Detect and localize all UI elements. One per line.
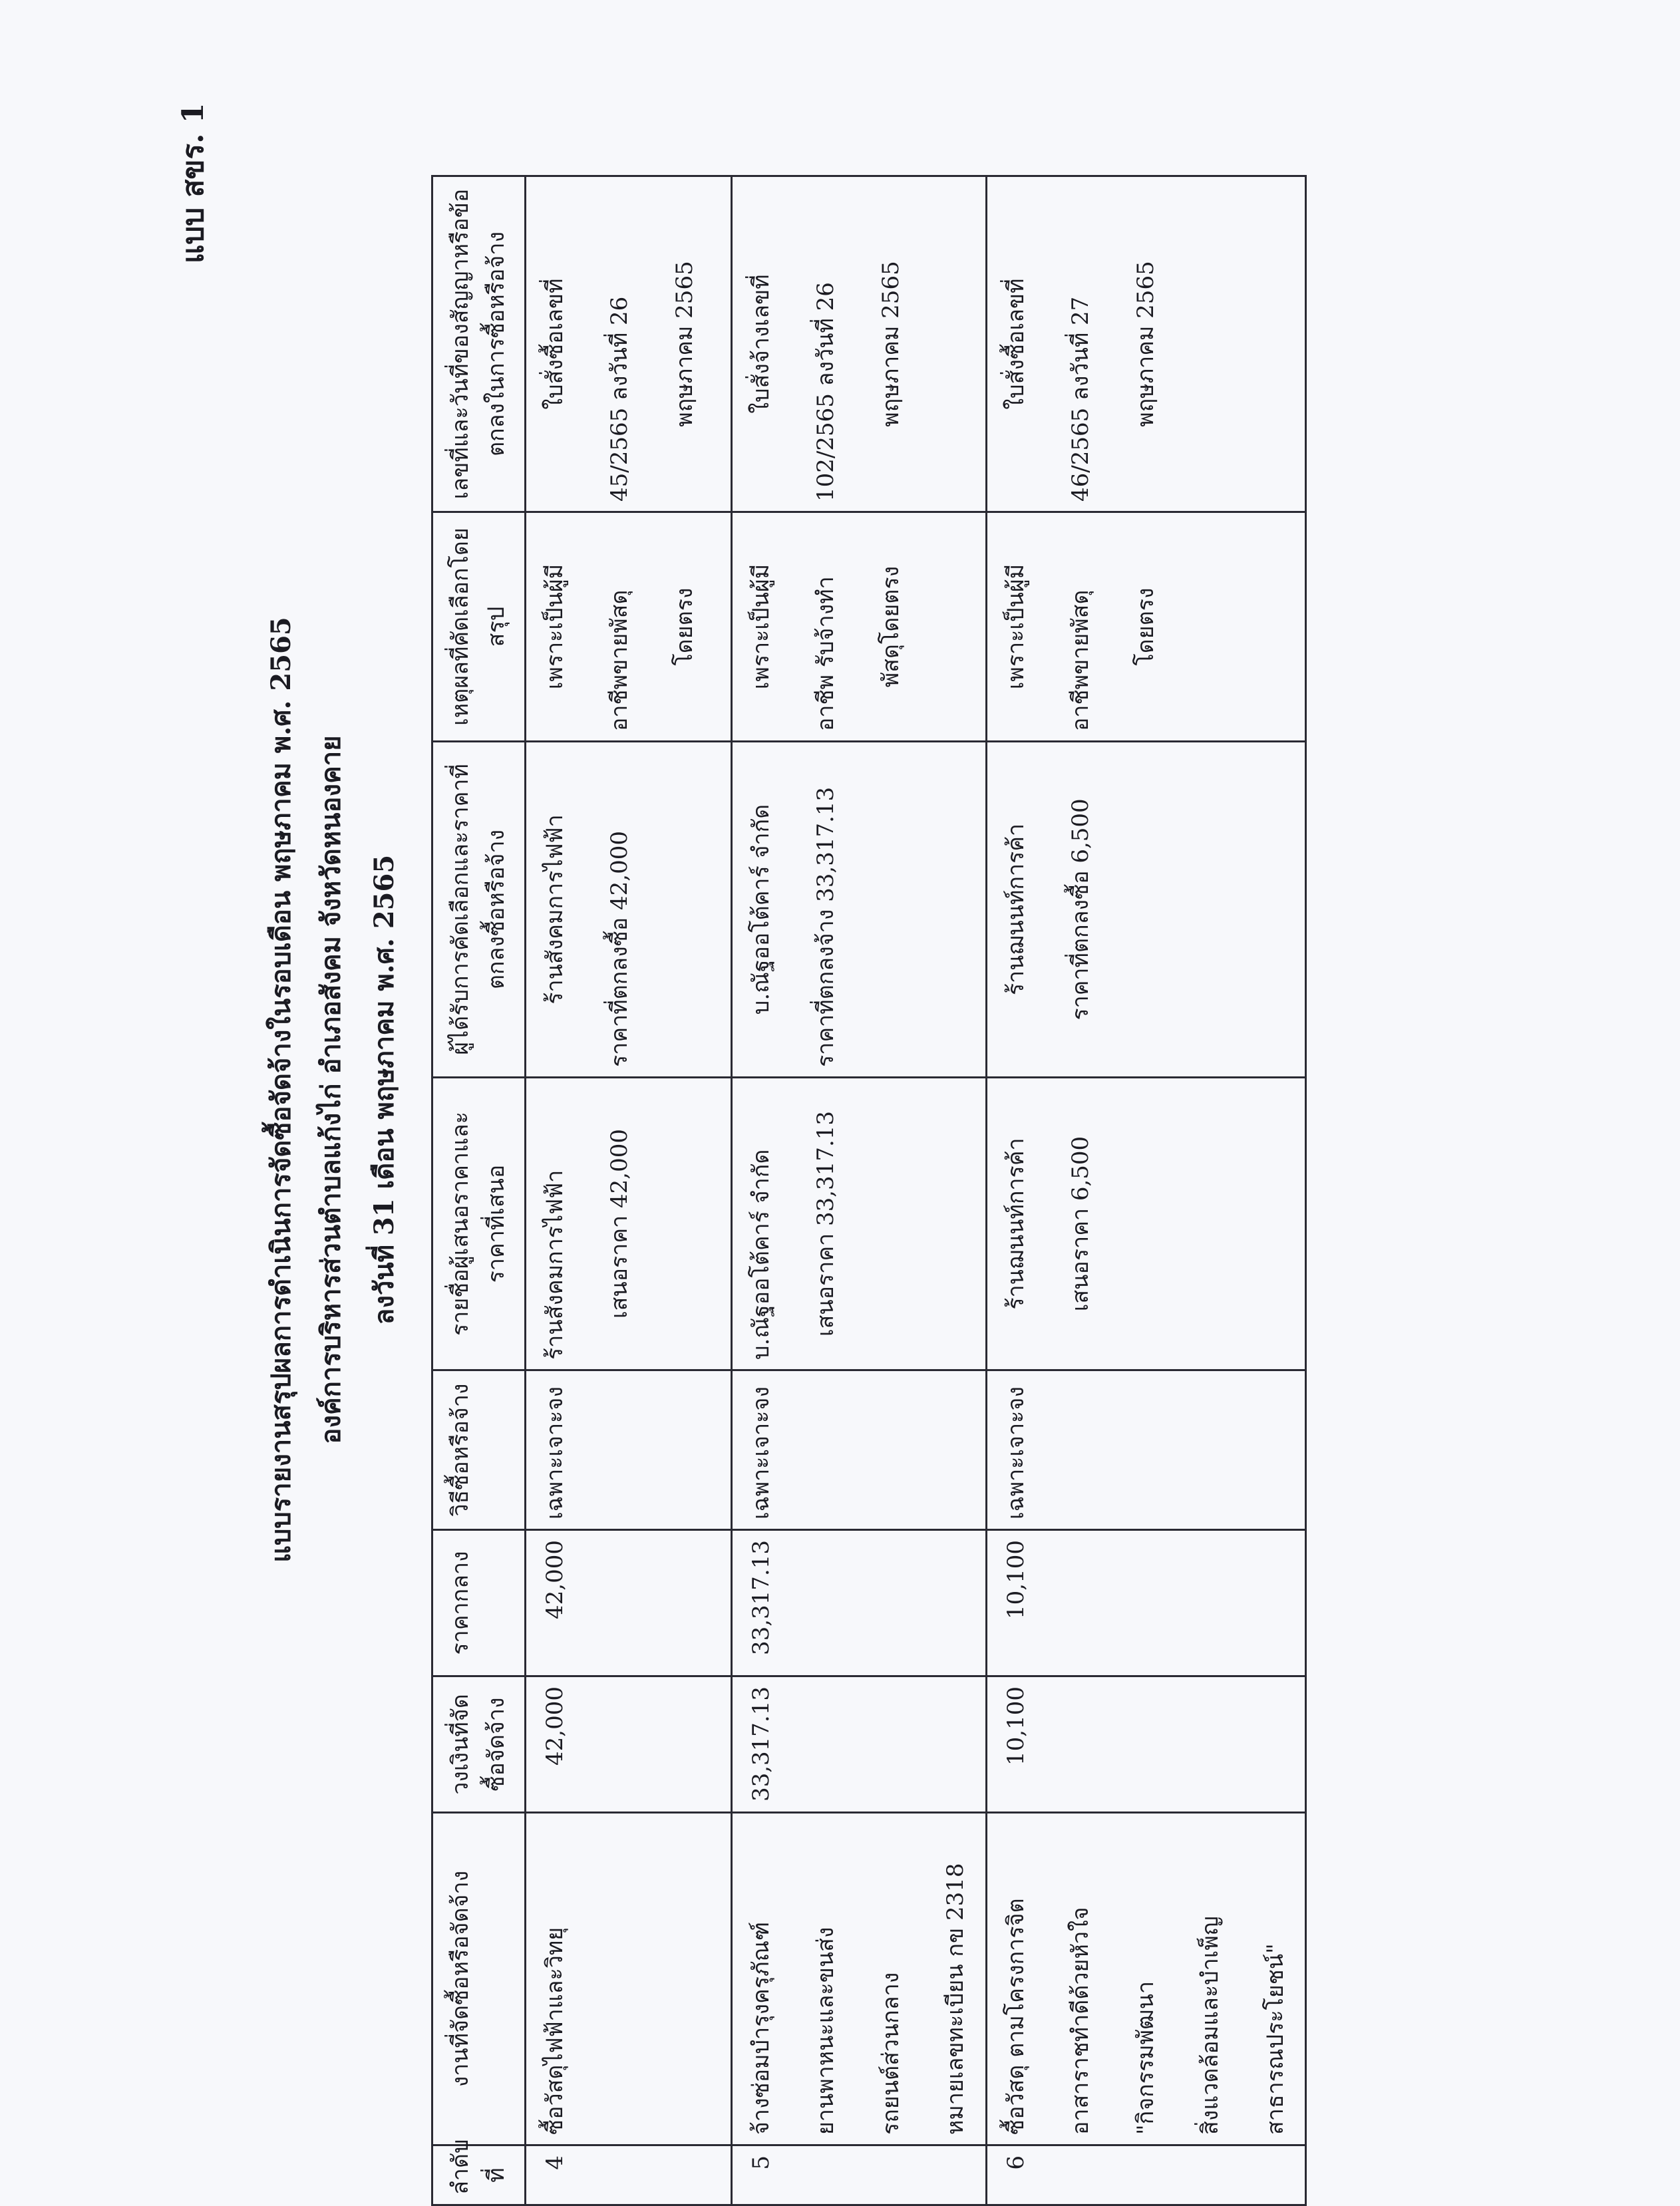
contract-line: ใบสั่งจ้างเลขที่ [747, 274, 774, 414]
cell-median-price: 42,000 [525, 1530, 731, 1676]
cell-item [986, 1813, 1306, 2145]
item-line: จ้างซ่อมบำรุงครุภัณฑ์ [747, 1921, 774, 2135]
header-method: วิธีซื้อหรือจ้าง [432, 1370, 526, 1530]
cell-reason [986, 512, 1306, 742]
header-winner: ผู้ได้รับการคัดเลือกและราคาที่ตกลงซื้อหรือจ้าง [432, 742, 526, 1078]
bidder-price: เสนอราคา 33,317.13 [812, 1110, 840, 1337]
reason-line: พัสดุโดยตรง [877, 565, 904, 688]
bidder-name: บ.ณัฐออโต้คาร์ จำกัด [747, 1149, 774, 1360]
contract-line: พฤษภาคม 2565 [1132, 261, 1159, 427]
report-date: ลงวันที่ 31 เดือน พฤษภาคม พ.ศ. 2565 [369, 854, 400, 1325]
table-header-row [432, 176, 526, 2205]
winner-price: ราคาที่ตกลงจ้าง 33,317.13 [812, 786, 840, 1067]
reason-line: เพราะเป็นผู้มี [541, 563, 568, 690]
organization-line: องค์การบริหารส่วนตำบลแก้งไก่ อำเภอสังคม จังหวัดหนองคาย [315, 735, 347, 1444]
reason-line: อาชีพขายพัสดุ [1067, 589, 1094, 731]
header-reason: เหตุผลที่คัดเลือกโดยสรุป [432, 512, 526, 742]
cell-contract [731, 176, 986, 512]
cell-no: 6 [986, 2145, 1306, 2205]
item-line: ซื้อวัสดุ ตามโครงการจิต [1002, 1898, 1029, 2135]
contract-line: พฤษภาคม 2565 [671, 261, 698, 427]
bidder-name: ร้านฌนนท์การค้า [1002, 1138, 1029, 1310]
header-bidders: รายชื่อผู้เสนอราคาและราคาที่เสนอ [432, 1078, 526, 1370]
contract-line: 46/2565 ลงวันที่ 27 [1067, 296, 1094, 502]
reason-line: โดยตรง [1132, 587, 1159, 666]
contract-line: พฤษภาคม 2565 [877, 261, 904, 427]
cell-method: เฉพาะเจาะจง [986, 1370, 1306, 1530]
cell-budget: 10,100 [986, 1676, 1306, 1813]
cell-winner [986, 742, 1306, 1078]
procurement-table [431, 175, 1307, 2206]
cell-item [731, 1813, 986, 2145]
header-median-price: ราคากลาง [432, 1530, 526, 1676]
item-line: ยานพาหนะและขนส่ง [812, 1927, 840, 2135]
item-line: สาธารณประโยชน์" [1261, 1943, 1289, 2135]
cell-median-price: 33,317.13 [731, 1530, 986, 1676]
winner-name: บ.ณัฐออโต้คาร์ จำกัด [747, 804, 774, 1015]
item-line: "กิจกรรมพัฒนา [1132, 1980, 1159, 2135]
cell-bidders [731, 1078, 986, 1370]
reason-line: โดยตรง [671, 587, 698, 666]
reason-line: อาชีพขายพัสดุ [606, 589, 633, 731]
cell-budget: 42,000 [525, 1676, 731, 1813]
header-item: งานที่จัดซื้อหรือจัดจ้าง [432, 1813, 526, 2145]
cell-bidders [986, 1078, 1306, 1370]
cell-winner [731, 742, 986, 1078]
table-row [731, 176, 986, 2205]
cell-contract [525, 176, 731, 512]
reason-line: เพราะเป็นผู้มี [1002, 563, 1029, 690]
header-contract: เลขที่และวันที่ของสัญญาหรือข้อตกลงในการซื้อหรือจ้าง [432, 176, 526, 512]
item-line: ซื้อวัสดุไฟฟ้าและวิทยุ [541, 1927, 568, 2135]
cell-method: เฉพาะเจาะจง [731, 1370, 986, 1530]
contract-line: 45/2565 ลงวันที่ 26 [606, 296, 633, 502]
reason-line: เพราะเป็นผู้มี [747, 563, 774, 690]
item-line: สิ่งแวดล้อมและบำเพ็ญ [1197, 1916, 1224, 2135]
form-code: แบบ สขร. 1 [176, 102, 210, 263]
table-row [986, 176, 1306, 2205]
cell-budget: 33,317.13 [731, 1676, 986, 1813]
table-row [525, 176, 731, 2205]
contract-line: ใบสั่งซื้อเลขที่ [541, 278, 568, 410]
winner-name: ร้านสังคมการไฟฟ้า [541, 814, 568, 1005]
cell-contract [986, 176, 1306, 512]
cell-method: เฉพาะเจาะจง [525, 1370, 731, 1530]
cell-winner [525, 742, 731, 1078]
bidder-price: เสนอราคา 42,000 [606, 1129, 633, 1319]
cell-no: 4 [525, 2145, 731, 2205]
header-budget: วงเงินที่จัดซื้อจัดจ้าง [432, 1676, 526, 1813]
cell-item [525, 1813, 731, 2145]
reason-line: อาชีพ รับจ้างทำ [812, 576, 840, 731]
item-line: อาสาราชทำดีด้วยหัวใจ [1067, 1907, 1094, 2135]
winner-price: ราคาที่ตกลงซื้อ 42,000 [606, 831, 633, 1067]
cell-bidders [525, 1078, 731, 1370]
contract-line: ใบสั่งซื้อเลขที่ [1002, 278, 1029, 410]
winner-name: ร้านฌนนท์การค้า [1002, 823, 1029, 996]
cell-reason [525, 512, 731, 742]
cell-median-price: 10,100 [986, 1530, 1306, 1676]
cell-no: 5 [731, 2145, 986, 2205]
bidder-price: เสนอราคา 6,500 [1067, 1136, 1094, 1312]
cell-reason [731, 512, 986, 742]
report-title: แบบรายงานสรุปผลการดำเนินการจัดซื้อจัดจ้างในรอบเดือน พฤษภาคม พ.ศ. 2565 [265, 617, 297, 1563]
item-line: หมายเลขทะเบียน กข 2318 [942, 1863, 969, 2135]
winner-price: ราคาที่ตกลงซื้อ 6,500 [1067, 798, 1094, 1021]
item-line: รถยนต์ส่วนกลาง [877, 1972, 904, 2135]
header-no: ลำดับที่ [432, 2145, 526, 2205]
contract-line: 102/2565 ลงวันที่ 26 [812, 282, 840, 502]
bidder-name: ร้านสังคมการไฟฟ้า [541, 1170, 568, 1360]
